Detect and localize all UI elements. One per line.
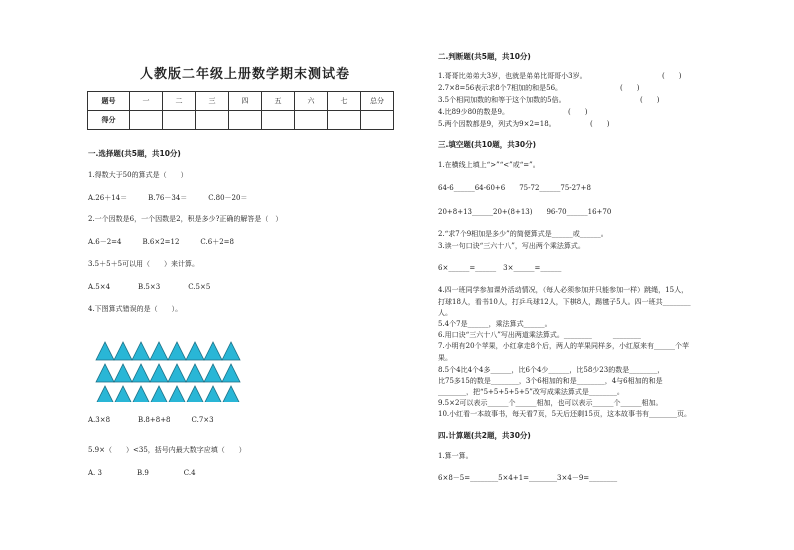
fill-10: 10.小红看一本故事书，每天看7页，5天后还剩15页，这本故事书有________页。 bbox=[438, 410, 691, 418]
section-2-title: 二.判断题(共5题，共10分) bbox=[438, 52, 531, 61]
header-cell: 二 bbox=[163, 92, 196, 111]
score-cell[interactable] bbox=[262, 111, 295, 130]
score-header-row bbox=[88, 92, 394, 111]
fill-4-line-3: 人。 bbox=[438, 309, 452, 317]
triangle-shape bbox=[114, 364, 132, 382]
fill-7-line-1: 7.小明有20个苹果，小红拿走8个后，两人的苹果同样多，小红原来有______个苹 bbox=[438, 342, 690, 350]
fill-1-row-1: 64-6______64-60+6 75-72______75-27+8 bbox=[438, 184, 591, 192]
triangle-shape bbox=[168, 364, 186, 382]
page-title: 人教版二年级上册数学期末测试卷 bbox=[140, 67, 351, 82]
header-cell: 一 bbox=[130, 92, 163, 111]
fill-9: 9.5×2可以表示______个______相加，也可以表示______个______相加。 bbox=[438, 399, 663, 407]
triangle-figure bbox=[94, 340, 244, 402]
triangle-shape bbox=[222, 386, 240, 402]
score-cell[interactable] bbox=[130, 111, 163, 130]
triangle-shape bbox=[150, 386, 168, 402]
judge-4: 4.比89少80的数是9。 bbox=[438, 108, 509, 116]
judge-1: 1.哥哥比弟弟大3岁，也就是弟弟比哥哥小3岁。 bbox=[438, 72, 587, 80]
triangle-shape bbox=[96, 364, 114, 382]
question-5: 5.9×（ ）<35，括号内最大数字应填（ ） bbox=[88, 446, 246, 454]
triangle-shape bbox=[150, 364, 168, 382]
section-1-title: 一.选择题(共5题，共10分) bbox=[88, 149, 181, 158]
triangle-shape bbox=[186, 364, 204, 382]
header-cell: 五 bbox=[262, 92, 295, 111]
header-cell: 题号 bbox=[88, 92, 130, 111]
score-cell[interactable] bbox=[361, 111, 394, 130]
triangle-shape bbox=[132, 364, 150, 382]
question-4: 4.下图算式错误的是（ ）。 bbox=[88, 305, 183, 313]
score-row-label: 得分 bbox=[88, 111, 130, 130]
section-3-title: 三.填空题(共10题，共30分) bbox=[438, 140, 537, 149]
triangle-shape bbox=[186, 342, 204, 360]
triangle-shape bbox=[114, 386, 132, 402]
fill-1: 1.在横线上填上“>”“<”或“=”。 bbox=[438, 161, 540, 169]
triangle-shape bbox=[132, 386, 150, 402]
triangle-shape bbox=[186, 386, 204, 402]
fill-8-line-2: 比75多15的数是________，3个6相加的和是________，4与6相加的和是 bbox=[438, 377, 663, 385]
fill-4-line-1: 4.四一班同学参加课外活动情况，（每人必须参加并只能参加一样）跳绳，15人， bbox=[438, 286, 689, 294]
triangle-shape bbox=[204, 364, 222, 382]
section-4-title: 四.计算题(共2题，共30分) bbox=[438, 431, 531, 440]
judge-2-paren[interactable]: ( ) bbox=[620, 84, 640, 92]
question-5-options: A. 3 B.9 C.4 bbox=[88, 469, 196, 477]
fill-6: 6.用口诀“三六十八”写出两道乘法算式。________ ________ bbox=[438, 331, 641, 339]
judge-5-paren[interactable]: ( ) bbox=[590, 120, 610, 128]
triangle-shape bbox=[114, 342, 132, 360]
triangle-shape bbox=[204, 342, 222, 360]
triangle-shape bbox=[222, 364, 240, 382]
triangle-shape bbox=[150, 342, 168, 360]
header-cell: 六 bbox=[295, 92, 328, 111]
score-cell[interactable] bbox=[196, 111, 229, 130]
triangle-shape bbox=[132, 342, 150, 360]
fill-3-row: 6×______=______ 3×______=______ bbox=[438, 264, 562, 272]
header-cell: 总分 bbox=[361, 92, 394, 111]
fill-1-row-2: 20+8+13______20+(8+13) 96-70______16+70 bbox=[438, 208, 612, 216]
calc-1: 1.算一算。 bbox=[438, 452, 473, 460]
judge-4-paren[interactable]: ( ) bbox=[568, 108, 588, 116]
score-table bbox=[87, 91, 394, 130]
fill-2: 2.“求7个9相加是多少”的简便算式是______或______。 bbox=[438, 230, 608, 238]
fill-8-line-3: ________，把“5+5+5+5+5”改写成乘法算式是________。 bbox=[438, 388, 624, 396]
question-1: 1.得数大于50的算式是（ ） bbox=[88, 171, 188, 179]
score-cell[interactable] bbox=[163, 111, 196, 130]
header-cell: 七 bbox=[328, 92, 361, 111]
score-row bbox=[88, 111, 394, 130]
question-3: 3.5＋5＋5可以用（ ）来计算。 bbox=[88, 260, 200, 268]
question-2: 2.一个因数是6，一个因数是2，积是多少?正确的解答是（ ） bbox=[88, 215, 283, 223]
judge-1-paren[interactable]: ( ) bbox=[662, 72, 682, 80]
score-cell[interactable] bbox=[295, 111, 328, 130]
triangle-shape bbox=[204, 386, 222, 402]
question-3-options: A.5×4 B.5×3 C.5×5 bbox=[88, 283, 211, 291]
fill-7-line-2: 果。 bbox=[438, 354, 452, 362]
triangle-shape bbox=[96, 342, 114, 360]
triangle-shape bbox=[168, 386, 186, 402]
triangle-shape bbox=[168, 342, 186, 360]
score-cell[interactable] bbox=[328, 111, 361, 130]
question-4-options: A.3×8 B.8+8+8 C.7×3 bbox=[88, 416, 214, 424]
fill-4-line-2: 打球18人，看书10人，打乒乓球12人，下棋8人，踢毽子5人。四一班共________ bbox=[438, 298, 691, 306]
judge-2: 2.7×8=56表示求8个7相加的和是56。 bbox=[438, 84, 563, 92]
header-cell: 四 bbox=[229, 92, 262, 111]
fill-5: 5.4个7是______，乘法算式______。 bbox=[438, 320, 552, 328]
question-2-options: A.6－2=4 B.6×2=12 C.6＋2=8 bbox=[88, 238, 234, 246]
judge-3-paren[interactable]: ( ) bbox=[640, 96, 660, 104]
triangle-shape bbox=[96, 386, 114, 402]
fill-8-line-1: 8.5个4比4个4多______，比6个4少______，比58少23的数是________， bbox=[438, 366, 665, 374]
judge-3: 3.5个相同加数的和等于这个加数的5倍。 bbox=[438, 96, 566, 104]
fill-3: 3.读一句口诀“三六十八”，写出两个乘法算式。 bbox=[438, 242, 585, 250]
calc-1-row: 6×8－5=________5×4+1=________3×4－9=________ bbox=[438, 474, 618, 482]
question-1-options: A.26＋14＝ B.76－34＝ C.80－20＝ bbox=[88, 194, 248, 202]
triangle-shape bbox=[222, 342, 240, 360]
score-cell[interactable] bbox=[229, 111, 262, 130]
header-cell: 三 bbox=[196, 92, 229, 111]
judge-5: 5.两个因数都是9，列式为9×2=18。 bbox=[438, 120, 556, 128]
